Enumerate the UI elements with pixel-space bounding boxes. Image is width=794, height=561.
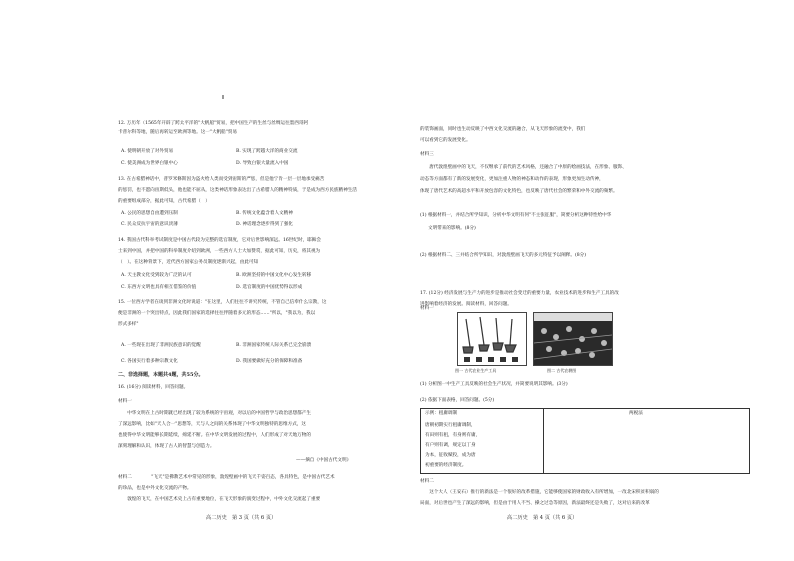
q14-option-c: C. 东西方文明也具有相互借鉴的价值 — [121, 285, 197, 290]
q12-stem-line2: 卡普尔科等地，随后再转运至欧洲等地。这一"大帆船"贸易 — [118, 130, 238, 135]
figure-scene-caption: 图二 古代农耕图 — [547, 368, 577, 373]
q17-material2-label: 材料二 — [420, 479, 434, 484]
q12-option-b: B. 实现了跨越大洋的商业交流 — [236, 149, 298, 154]
material3-label: 材料三 — [420, 152, 434, 157]
q13-option-b: B. 传统文化蕴含着人文精神 — [236, 211, 293, 216]
q12-stem-line1: 12. 万历年（1565年开辟了跨太平洋的"大帆船"贸易，把中国生产的生丝与丝绸运往墨西哥阿 — [118, 121, 309, 126]
q14-option-a: A. 天主教文化受到较为广泛的认可 — [121, 273, 192, 278]
table-col1-line1: 唐朝初期实行租庸调制， — [425, 423, 476, 428]
q14-option-d: D. 选官制度的中国优势得以形成 — [236, 285, 303, 290]
page-footer-left: 高二历史 第 3 页（共 6 页） — [206, 515, 277, 521]
table-col2-title: 两税法 — [629, 411, 643, 416]
q16-material1-label: 材料一 — [118, 399, 132, 404]
q12-option-c: C. 使美洲成为世界白银中心 — [121, 161, 178, 166]
question-1: (1) 根据材料一，并结合所学知识，分析中华文明有何"不主张征服"，简要分析这种特性给中华 — [420, 213, 612, 218]
q12-option-a: A. 使明朝开放了对外贸易 — [121, 149, 174, 154]
q17-stem-line1: 17. (12分) 经济发展与生产力的进步是推动社会变迁的重要力量，农业技术的进步和生产工具的改 — [420, 291, 619, 296]
table-col1-line3: 有户则有调，规定以丁身 — [425, 443, 476, 448]
q14-stem-line2: 士来到中国，并把中国的科举制度介绍到欧洲，一些西方人士大加赞赏，据此可知，历史，将其视为 — [118, 249, 321, 254]
q15-stem-line2: 便是非洲的一个突出特点，因此我们国家的选择往往伴随着多元的形态……"所以，"我以为，我以 — [118, 311, 316, 316]
q16-material1-line2: 了深远影响，比如"天人合一"思想等，天与人之间的关系体现了中华文明独特的思维方式，这 — [118, 422, 306, 427]
material3-line2: 动态等方面都有了新的发展变化，更加注重人物的神态和动作的表现，形象更加生动传神， — [420, 177, 604, 182]
q16-material1-source: ——摘自《中国古代文明》 — [296, 458, 352, 463]
q15-option-a: A. 一些现在出现了非洲民族意识的觉醒 — [121, 343, 201, 348]
q16-material2-line2: 的珍品，也是中外文化交流的产物。 — [118, 486, 192, 491]
q14-stem-line1: 14. 我国古代科举考试制度是中国古代较为完整的选官制度，它对后世影响深远。16世纪时，耶稣会 — [118, 238, 321, 243]
q16-material1-line4: 深刻理解和认识，体现了古人的智慧与创造力。 — [118, 444, 215, 449]
scan-mark — [222, 95, 224, 99]
table-divider — [543, 409, 544, 473]
q16-continued-line1: 的装饰画面，同时也生动反映了中西文化交流的融合，从飞天形象的流变中，我们 — [420, 127, 586, 132]
q15-stem-line3: 形式多样" — [118, 322, 139, 327]
q12-option-d: D. 导致白银大量流入中国 — [236, 161, 289, 166]
q17-stem-line2: 进影响着经济的发展。阅读材料，回答问题。 — [420, 302, 512, 307]
q13-stem-line1: 13. 在古希腊神话中，普罗米修斯因为盗火给人类而受到宙斯的严惩，但是他宁肯一层一层地承受痛苦 — [118, 177, 325, 182]
farming-scene-illustration — [534, 313, 612, 365]
table-col1-title: 示例：租庸调制 — [425, 411, 458, 416]
q17-material2-line2: 局面，对后世也产生了深远的影响，但是由于用人不当、操之过急等原因，新法最终还是失败了，这对后来的改革 — [420, 501, 650, 506]
material3-line1: 唐代敦煌壁画中的飞天，不仅继承了前代的艺术风格，还融合了中原的绘画技法，在形象、服饰、 — [420, 165, 627, 170]
q14-stem-line3: （ ）。在这种背景下，近代西方国家公务员制度逐渐兴起，由此可知 — [118, 260, 259, 265]
q16-material1-line3: 也使得中华文明能够长期延续，绵延不断。在中华文明发展的过程中，人们形成了对天地万物的 — [118, 433, 311, 438]
q17-material2-line1: 这个大人（王安石）推行的新法是一个很好的改革措施，它能够使国家的财政收入有所增加，一改北宋积贫积弱的 — [420, 490, 659, 495]
question-1-cont: 文明带来的影响。(8分) — [428, 226, 476, 231]
q13-option-a: A. 公民的思想自由遭到压制 — [121, 211, 178, 216]
material3-line3: 体现了唐代艺术的高超水平和开放包容的文化特色，也反映了唐代社会的繁荣和中外交流的频繁。 — [420, 189, 618, 194]
q16-material1-line1: 中华文明在上古时期就已经出现了较为系统的宇宙观，对以后的中国哲学与政治思想都产生 — [118, 411, 311, 416]
q16-material2-line3: 敦煌的飞天，在中国艺术史上占有重要地位，在飞天形象的演变过程中，中外文化交流起了重要 — [118, 497, 321, 502]
table-col1-line4: 为本，征收赋役，成为唐 — [425, 453, 476, 458]
table-col1-line5: 初重要的经济制度。 — [425, 463, 467, 468]
q13-stem-line3: 的重要组成部分，据此可知，古代希腊（ ） — [118, 199, 210, 204]
q16-stem: 16. (16分) 阅读材料，回答问题。 — [118, 385, 189, 390]
figure-farming-scene — [533, 312, 613, 366]
right-page — [397, 0, 794, 561]
section2-title: 二、非选择题，本题共4题，共55分。 — [118, 372, 204, 378]
q15-option-d: D. 我国要做好充分的保障和准备 — [236, 359, 303, 364]
table-col1-line2: 有田则有租，有身则有庸， — [425, 433, 481, 438]
q17-material1-label: 材料一 — [420, 306, 434, 311]
comparison-table — [420, 408, 750, 474]
q13-option-c: C. 民众反抗宇宙的意识淡薄 — [121, 222, 178, 227]
figure-tools — [457, 312, 527, 366]
q14-option-b: B. 欧洲坚持的中国文化中心发生转移 — [236, 273, 312, 278]
q16-continued-line2: 可以看到它的发展变化。 — [420, 138, 471, 143]
q13-option-d: D. 神话理念逐步得到了强化 — [236, 222, 293, 227]
q13-stem-line2: 的惩罚，也不愿向宙斯低头，他也能不屈从，这类神话形象表达出了古希腊人的精神特质，于是成为西方民族精神生活 — [118, 188, 357, 193]
figure-tools-caption: 图一 古代农业生产工具 — [455, 368, 497, 373]
question-2: (2) 根据材料二、三并结合所学知识，对敦煌壁画飞天的多元特征予以阐释。(8分) — [420, 253, 587, 258]
tools-illustration — [458, 313, 526, 365]
q15-option-c: C. 各国实行着多种宗教文化 — [121, 359, 178, 364]
q17-part1: (1) 分析图一中生产工具反映的社会生产状况，并简要说明其影响。(3分) — [420, 382, 568, 387]
q16-material2-line1: "飞天"是佛教艺术中常见的形象，敦煌壁画中的飞天千姿百态，各具特色，是中国古代艺术 — [142, 475, 335, 480]
q15-stem-line1: 15. 一位西方学者在谈到非洲文化时说道："在这里，人们往往不讲究传统，不管自己信奉什么宗教，这 — [118, 300, 327, 305]
page-footer-right: 高二历史 第 4 页（共 6 页） — [507, 515, 578, 521]
q17-part2: (2) 依据下面表格，回答问题。(5分) — [420, 398, 495, 403]
q16-material2-label: 材料二 — [118, 475, 132, 480]
q15-option-b: B. 非洲国家传统人际关系已完全崩溃 — [236, 343, 312, 348]
